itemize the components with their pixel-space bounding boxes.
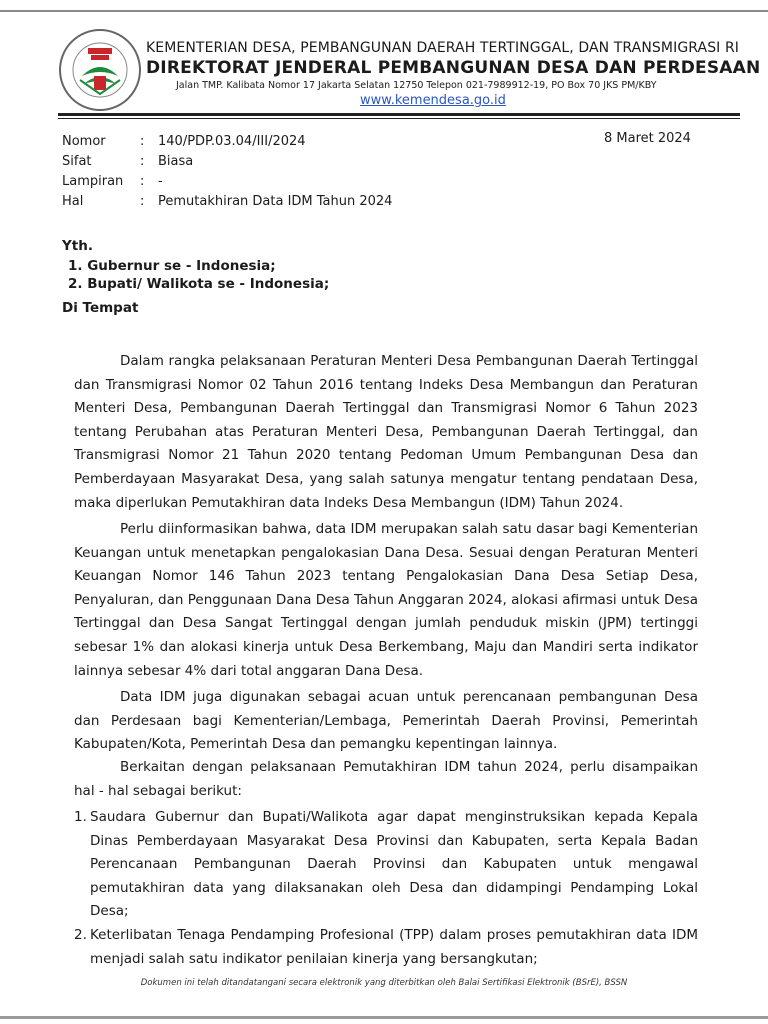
kemendesa-logo xyxy=(58,28,142,112)
meta-value: 140/PDP.03.04/III/2024 xyxy=(158,133,306,149)
meta-row-hal xyxy=(62,191,392,211)
letter-date: 8 Maret 2024 xyxy=(604,131,691,146)
addressee-salutation: Yth. xyxy=(62,238,93,254)
instruction-list xyxy=(74,806,698,971)
meta-colon: : xyxy=(140,193,145,209)
website-link[interactable]: www.kemendesa.go.id xyxy=(360,93,506,108)
list-item xyxy=(74,806,698,924)
list-number: 2. xyxy=(74,926,87,943)
list-item xyxy=(74,924,698,971)
meta-label: Nomor xyxy=(62,133,106,149)
body-paragraph: Berkaitan dengan pelaksanaan Pemutakhiran IDM tahun 2024, perlu disampaikan hal - hal sebagai berikut: xyxy=(74,759,698,799)
meta-colon: : xyxy=(140,173,145,189)
bottom-divider xyxy=(0,1016,768,1019)
meta-label: Lampiran xyxy=(62,173,124,189)
addressee-place: Di Tempat xyxy=(62,300,139,316)
ministry-name: KEMENTERIAN DESA, PEMBANGUNAN DAERAH TERTINGGAL, DAN TRANSMIGRASI RI xyxy=(146,40,740,56)
list-text: Saudara Gubernur dan Bupati/Walikota agar dapat menginstruksikan kepada Kepala Dinas Pemberdayaan Masyarakat Desa Provinsi dan Kabupaten, serta Kepala Badan Perencanaan Pembangunan Daerah Provinsi dan Kabupaten untuk mengawal pemutakhiran data yang dilaksanakan oleh Desa dan didampingi Pendamping Lokal Desa; xyxy=(90,809,698,920)
body-paragraph: Perlu diinformasikan bahwa, data IDM merupakan salah satu dasar bagi Kementerian Keuangan untuk menetapkan pengalokasian Dana Desa. Sesuai dengan Peraturan Menteri Keuangan Nomor 146 Tahun 2023 tentang Pengalokasian Dana Desa Setiap Desa, Penyaluran, dan Penggunaan Dana Desa Tahun Anggaran 2024, alokasi afirmasi untuk Desa Tertinggal dan Desa Sangat Tertinggal dengan jumlah penduduk miskin (JPM) tertinggi sebesar 1% dan alokasi kinerja untuk Desa Berkembang, Maju dan Mandiri serta indikator lainnya sebesar 4% dari total anggaran Dana Desa. xyxy=(74,521,698,679)
meta-value: - xyxy=(158,173,163,189)
letterhead-rule-thin xyxy=(58,118,740,119)
body-paragraph: Data IDM juga digunakan sebagai acuan untuk perencanaan pembangunan Desa dan Perdesaan bagi Kementerian/Lembaga, Pemerintah Daerah Provinsi, Pemerintah Kabupaten/Kota, Pemerintah Desa dan pemangku kepentingan lainnya. xyxy=(74,689,698,753)
letterhead-rule-thick xyxy=(58,113,740,116)
list-number: 1. xyxy=(74,809,87,825)
letter-meta xyxy=(62,131,392,211)
body-paragraph: Dalam rangka pelaksanaan Peraturan Menteri Desa Pembangunan Daerah Tertinggal dan Transmigrasi Nomor 02 Tahun 2016 tentang Indeks Desa Membangun dan Peraturan Menteri Desa, Pembangunan Daerah Tertinggal dan Transmigrasi Nomor 6 Tahun 2023 tentang Perubahan atas Peraturan Menteri Desa, Pembangunan Daerah Tertinggal, dan Transmigrasi Nomor 21 Tahun 2020 tentang Pedoman Umum Pembangunan Desa dan Pemberdayaan Masyarakat Desa, yang salah satunya mengatur tentang pendataan Desa, maka diperlukan Pemutakhiran data Indeks Desa Membangun (IDM) Tahun 2024. xyxy=(74,353,698,511)
directorate-name: DIREKTORAT JENDERAL PEMBANGUNAN DESA DAN PERDESAAN xyxy=(146,58,761,78)
meta-colon: : xyxy=(140,133,145,149)
meta-colon: : xyxy=(140,153,145,169)
meta-label: Sifat xyxy=(62,153,92,169)
meta-row-nomor xyxy=(62,131,392,151)
meta-row-lampiran xyxy=(62,171,392,191)
recipient-item: 2. Bupati/ Walikota se - Indonesia; xyxy=(68,276,330,292)
recipient-item: 1. Gubernur se - Indonesia; xyxy=(68,258,276,274)
top-divider xyxy=(0,10,768,12)
meta-value: Biasa xyxy=(158,153,194,169)
list-text: Keterlibatan Tenaga Pendamping Profesional (TPP) dalam proses pemutakhiran data IDM menjadi salah satu indikator penilaian kinerja yang bersangkutan; xyxy=(90,926,698,967)
esign-footer-note: Dokumen ini telah ditandatangani secara elektronik yang diterbitkan oleh Balai Sertifikasi Elektronik (BSrE), BSSN xyxy=(140,978,628,988)
meta-row-sifat xyxy=(62,151,392,171)
meta-label: Hal xyxy=(62,193,84,209)
meta-value: Pemutakhiran Data IDM Tahun 2024 xyxy=(158,193,393,209)
office-address: Jalan TMP. Kalibata Nomor 17 Jakarta Selatan 12750 Telepon 021-7989912-19, PO Box 70 JKS PM/KBY xyxy=(176,80,657,91)
